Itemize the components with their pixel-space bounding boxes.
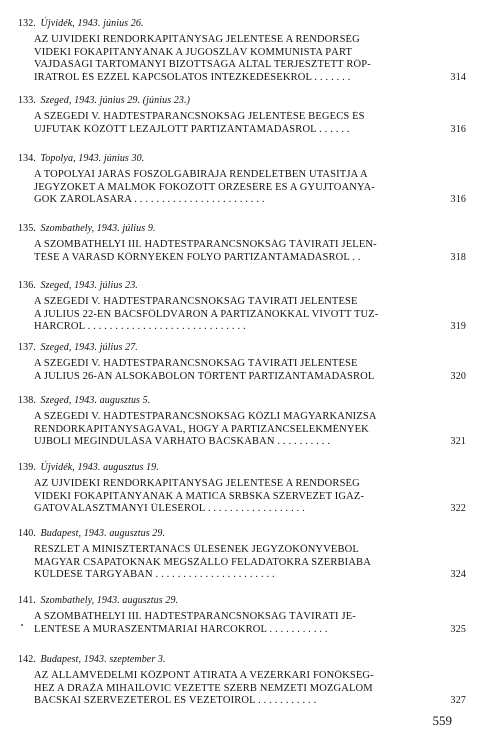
entry-page-ref: 320 bbox=[450, 370, 466, 382]
entry-title bbox=[34, 239, 466, 264]
entry-place-date: Topolya, 1943. június 30. bbox=[40, 153, 145, 164]
entry-title-line: HEZ A DRAŽA MIHAILOVIĆ VEZETTE SZERB NEMZETI MOZGALOM bbox=[34, 682, 373, 694]
entry-title bbox=[34, 670, 466, 708]
toc-entry bbox=[18, 395, 466, 449]
entry-title-last-line: BÁCSKAI SZERVEZETÉRŐL ÉS VEZETŐIRŐL . . . . . . . . . . . bbox=[34, 695, 317, 707]
toc-entry bbox=[18, 95, 466, 136]
entry-place-date: Újvidék, 1943. augusztus 19. bbox=[40, 462, 159, 473]
entry-title-line: A SZEGEDI V. HADTESTPARANCSNOKSÁG JELENTÉSE BEGECS ÉS bbox=[34, 111, 365, 122]
entry-title-last-line: KÜLDÉSE TÁRGYÁBAN . . . . . . . . . . . . . . . . . . . . . . bbox=[34, 569, 275, 581]
entry-title-line: JEGYZŐKET A MALMOK FOKOZOTT ŐRZÉSÉRE ÉS A GYÚJTÓANYA- bbox=[34, 181, 375, 193]
entry-title bbox=[34, 478, 466, 516]
entry-number: 134. bbox=[18, 153, 36, 164]
toc-entry bbox=[18, 462, 466, 516]
entry-meta bbox=[18, 280, 466, 291]
entry-page-ref: 324 bbox=[450, 569, 466, 581]
entry-title-line: A SZOMBATHELYI III. HADTESTPARANCSNOKSÁG TÁVIRATI JELEN- bbox=[34, 239, 377, 250]
entry-page-ref: 314 bbox=[450, 71, 466, 83]
entry-title bbox=[34, 544, 466, 582]
entry-title-line: VAJDASÁGI TARTOMÁNYI BIZOTTSÁGA ÁLTAL TERJESZTETT RÖP- bbox=[34, 59, 371, 71]
entry-title-line: A SZEGEDI V. HADTESTPARANCSNOKSÁG TÁVIRATI JELENTÉSE bbox=[34, 358, 358, 369]
entry-title-line: A SZOMBATHELYI III. HADTESTPARANCSNOKSÁG TÁVIRATI JE- bbox=[34, 611, 356, 622]
entry-title bbox=[34, 611, 466, 636]
entry-place-date: Szeged, 1943. július 23. bbox=[40, 280, 138, 291]
entry-title-line: VIDÉKI FŐKAPITÁNYÁNAK A JUGOSZLÁV KOMMUNISTA PÁRT bbox=[34, 46, 353, 58]
entry-title-last-line: A JÚLIUS 26-ÁN ALSÓKABOLON TÖRTÉNT PARTIZÁNTÁMADÁSRÓL bbox=[34, 370, 375, 382]
entry-number: 138. bbox=[18, 395, 36, 406]
entry-number: 135. bbox=[18, 223, 36, 234]
entry-number: 133. bbox=[18, 95, 36, 106]
entry-title-last-line: ÚJFUTAK KÖZÖTT LEZAJLOTT PARTIZÁNTÁMADÁSRÓL . . . . . . bbox=[34, 123, 350, 135]
entry-place-date: Újvidék, 1943. június 26. bbox=[40, 18, 144, 29]
entry-meta bbox=[18, 18, 466, 29]
entry-meta bbox=[18, 528, 466, 539]
entry-title-line: MAGYAR CSAPATOKNAK MEGSZÁLLÓ FELADATOKRA SZERBIÁBA bbox=[34, 556, 371, 568]
entry-title-last-line: ÚJBÓLI MEGINDULÁSA VÁRHATÓ BÁCSKÁBAN . . . . . . . . . . bbox=[34, 436, 331, 448]
entry-title bbox=[34, 411, 466, 449]
toc-entry bbox=[18, 342, 466, 383]
entry-meta bbox=[18, 395, 466, 406]
entry-meta bbox=[18, 462, 466, 473]
entry-meta bbox=[18, 654, 466, 665]
entry-meta bbox=[18, 342, 466, 353]
entry-title-line: AZ ÁLLAMVÉDELMI KÖZPONT ÁTIRATA A VEZÉRKARI FŐNÖKSÉG- bbox=[34, 670, 374, 681]
entry-title-line: A TOPOLYAI JÁRÁS FŐSZOLGABÍRÁJA RENDELETBEN UTASÍTJA A bbox=[34, 169, 368, 180]
entry-meta bbox=[18, 95, 466, 106]
entry-place-date: Budapest, 1943. szeptember 3. bbox=[40, 654, 166, 665]
entry-place-date: Szombathely, 1943. augusztus 29. bbox=[40, 595, 179, 606]
entry-title-last-line: TÉSE A VARASD KÖRNYÉKÉN FOLYÓ PARTIZÁNTÁMADÁSRÓL . . bbox=[34, 251, 361, 263]
toc-entry bbox=[18, 153, 466, 207]
entry-number: 140. bbox=[18, 528, 36, 539]
entry-title bbox=[34, 296, 466, 334]
entry-title-line: RENDŐRKAPITÁNYSÁGÁVAL, HOGY A PARTIZÁNCSELEKMÉNYEK bbox=[34, 423, 369, 435]
entry-place-date: Szeged, 1943. augusztus 5. bbox=[40, 395, 151, 406]
toc-entry bbox=[18, 280, 466, 334]
entry-title-line: AZ ÚJVIDÉKI RENDŐRKAPITÁNYSÁG JELENTÉSE A RENDŐRSÉG bbox=[34, 34, 360, 45]
entry-page-ref: 325 bbox=[450, 623, 466, 635]
entry-title-line: AZ ÚJVIDÉKI RENDŐRKAPITÁNYSÁG JELENTÉSE A RENDŐRSÉG bbox=[34, 478, 360, 489]
entry-page-ref: 316 bbox=[450, 123, 466, 135]
toc-entry bbox=[18, 18, 466, 84]
entry-number: 139. bbox=[18, 462, 36, 473]
toc-entry bbox=[18, 654, 466, 708]
entry-title-line: A SZEGEDI V. HADTESTPARANCSNOKSÁG KÖZLI MAGYARKANIZSA bbox=[34, 411, 377, 422]
entry-meta bbox=[18, 223, 466, 234]
entry-number: 142. bbox=[18, 654, 36, 665]
entry-place-date: Budapest, 1943. augusztus 29. bbox=[40, 528, 166, 539]
entry-place-date: Szombathely, 1943. július 9. bbox=[40, 223, 156, 234]
entry-title-line: RÉSZLET A MINISZTERTANÁCS ÜLÉSÉNEK JEGYZŐKÖNYVÉBŐL bbox=[34, 544, 359, 555]
entry-page-ref: 319 bbox=[450, 321, 466, 333]
entry-page-ref: 322 bbox=[450, 503, 466, 515]
entry-meta bbox=[18, 595, 466, 606]
entry-title-line: A JÚLIUS 22-ÉN BÁCSFÖLDVÁRON A PARTIZÁNOKKAL VÍVOTT TŰZ- bbox=[34, 308, 379, 320]
entry-title-line: A SZEGEDI V. HADTESTPARANCSNOKSÁG TÁVIRATI JELENTÉSE bbox=[34, 296, 358, 307]
entry-number: 137. bbox=[18, 342, 36, 353]
entry-title bbox=[34, 169, 466, 207]
entry-page-ref: 327 bbox=[450, 695, 466, 707]
page-number: 559 bbox=[432, 713, 452, 728]
toc-entry bbox=[18, 223, 466, 264]
toc-entry bbox=[18, 528, 466, 582]
entry-title-last-line: HARCRÓL . . . . . . . . . . . . . . . . . . . . . . . . . . . . . bbox=[34, 321, 246, 333]
entry-title-last-line: IRATRÓL ÉS EZZEL KAPCSOLATOS INTÉZKEDÉSEKRŐL . . . . . . . bbox=[34, 71, 351, 83]
toc-entry bbox=[18, 595, 466, 636]
entry-title-line: VIDÉKI FŐKAPITÁNYÁNAK A MATICA SRBSKA SZERVEZET IGAZ- bbox=[34, 490, 365, 502]
entry-title-last-line: LENTÉSE A MURASZENTMÁRIAI HARCOKRÓL . . . . . . . . . . . bbox=[34, 623, 328, 635]
entry-page-ref: 318 bbox=[450, 251, 466, 263]
entry-place-date: Szeged, 1943. július 27. bbox=[40, 342, 138, 353]
entry-place-date: Szeged, 1943. június 29. (június 23.) bbox=[40, 95, 191, 106]
entry-number: 141. bbox=[18, 595, 36, 606]
entry-title bbox=[34, 358, 466, 383]
entry-page-ref: 321 bbox=[450, 436, 466, 448]
entry-title bbox=[34, 34, 466, 84]
entry-title-last-line: GOK ZÁROLÁSÁRA . . . . . . . . . . . . . . . . . . . . . . . . bbox=[34, 194, 265, 206]
entry-title bbox=[34, 111, 466, 136]
entry-meta bbox=[18, 153, 466, 164]
entry-title-last-line: GATÓVÁLASZTMÁNYI ÜLÉSÉRŐL . . . . . . . . . . . . . . . . . . bbox=[34, 503, 305, 515]
entry-page-ref: 316 bbox=[450, 194, 466, 206]
entry-number: 136. bbox=[18, 280, 36, 291]
entry-number: 132. bbox=[18, 18, 36, 29]
ink-speck bbox=[21, 624, 23, 626]
